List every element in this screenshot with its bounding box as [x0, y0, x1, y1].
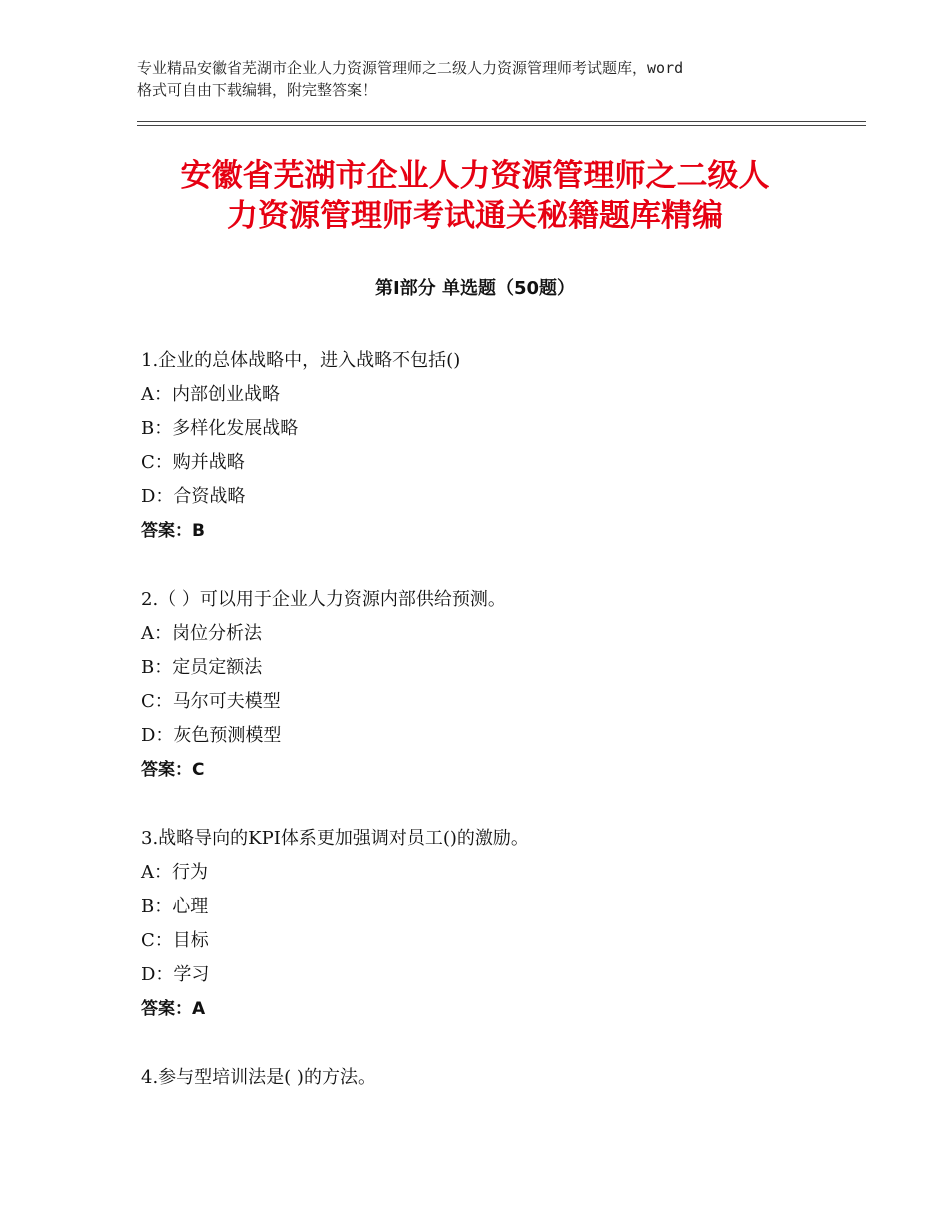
section-title: 第Ⅰ部分 单选题（50题）: [374, 278, 575, 299]
header-note-line-2: 格式可自由下载编辑，附完整答案！: [137, 81, 378, 99]
document-title: [100, 156, 850, 236]
option-c: C：目标: [141, 930, 209, 951]
header-divider-bottom: [137, 125, 866, 126]
option-d: D：合资战略: [141, 486, 246, 507]
question-list: [141, 344, 861, 1130]
option-b: B：多样化发展战略: [141, 418, 299, 439]
option-c: C：购并战略: [141, 452, 245, 473]
question-stem: 4.参与型培训法是( )的方法。: [141, 1067, 376, 1088]
document-title-line-1: 安徽省芜湖市企业人力资源管理师之二级人: [180, 158, 770, 194]
document-title-line-2: 力资源管理师考试通关秘籍题库精编: [227, 198, 723, 234]
question-stem: 1.企业的总体战略中，进入战略不包括(): [141, 350, 461, 371]
question-1: [141, 344, 861, 548]
question-3: [141, 822, 861, 1026]
option-b: B：定员定额法: [141, 657, 263, 678]
option-c: C：马尔可夫模型: [141, 691, 281, 712]
question-stem: 3.战略导向的KPI体系更加强调对员工()的激励。: [141, 828, 529, 849]
option-b: B：心理: [141, 896, 209, 917]
option-a: A：行为: [141, 862, 208, 883]
header-note-line-1: 专业精品安徽省芜湖市企业人力资源管理师之二级人力资源管理师考试题库，word: [137, 59, 684, 77]
option-d: D：灰色预测模型: [141, 725, 282, 746]
answer: 答案：A: [141, 999, 206, 1019]
header-note: [137, 57, 827, 101]
question-stem: 2.（ ）可以用于企业人力资源内部供给预测。: [141, 589, 506, 610]
question-4: [141, 1061, 861, 1095]
question-2: [141, 583, 861, 787]
answer: 答案：C: [141, 760, 205, 780]
option-d: D：学习: [141, 964, 210, 985]
option-a: A：内部创业战略: [141, 384, 280, 405]
option-a: A：岗位分析法: [141, 623, 262, 644]
header-divider-top: [137, 121, 866, 122]
answer: 答案：B: [141, 521, 205, 541]
